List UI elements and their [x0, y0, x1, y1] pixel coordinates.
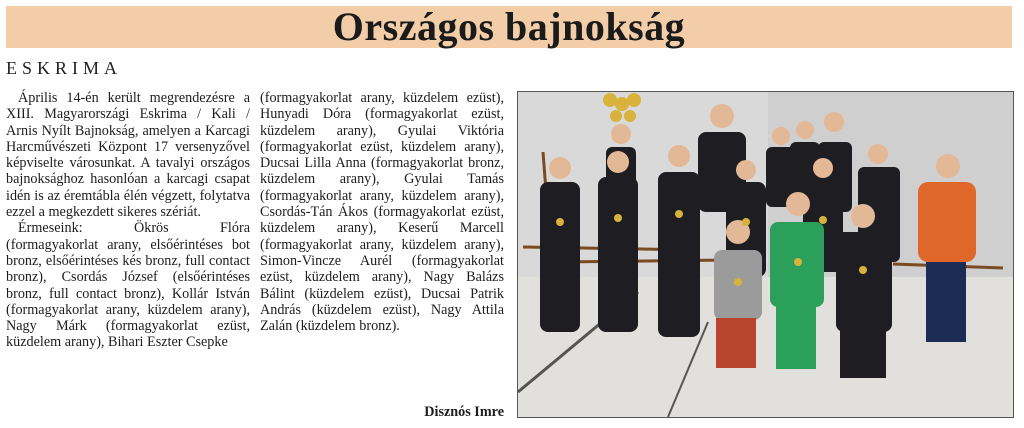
article-paragraph-2: Érmeseink: Ökrös Flóra (formagyakorlat arany, elsőérintéses bot bronz, elsőérintéses kés bronz, full contact bronz), Csordás József (elsőérintéses bronz, full contact bronz), Kollár István (formagyakorlat arany, küzdelem arany), Nagy Márk (formagyakorlat ezüst, küzdelem arany), Bihari Eszter Csepke [6, 220, 250, 351]
article-paragraph-2-continued: (formagyakorlat arany, küzdelem ezüst), Hunyadi Dóra (formagyakorlat ezüst, küzdelem arany), Gyulai Viktória (formagyakorlat ezüst, küzdelem arany), Ducsai Lilla Anna (formagyakorlat bronz, küzdelem arany), Gyulai Tamás (formagyakorlat arany, küzdelem arany), Csordás-Tán Ákos (formagyakorlat ezüst, küzdelem arany), Keserű Marcell (formagyakorlat arany, küzdelem arany), Simon-Vincze Aurél (formagyakorlat ezüst, küzdelem arany), Nagy Balázs Bálint (küzdelem ezüst), Ducsai Patrik András (küzdelem ezüst), Nagy Attila Zalán (küzdelem bronz). [260, 90, 504, 335]
team-photo-illustration [518, 92, 1013, 417]
page-title: Országos bajnokság [332, 4, 686, 49]
article-column-1 [6, 90, 250, 351]
team-photo [517, 91, 1014, 418]
article-paragraph-1: Április 14-én került megrendezésre a XIII. Magyarországi Eskrima / Kali / Arnis Nyílt Bajnokság, amelyen a Karcagi Harcművészeti Központ 17 versenyzővel képviselte városunkat. A tavalyi országos bajnoksághoz hasonlóan a karcagi csapat idén is az éremtábla élén végzett, folytatva ezzel a megkezdett sikeres szériát. [6, 90, 250, 221]
article-byline: Disznós Imre [424, 404, 504, 420]
section-label: ESKRIMA [6, 58, 123, 78]
article-column-2 [260, 90, 504, 334]
headline-banner [6, 6, 1012, 48]
